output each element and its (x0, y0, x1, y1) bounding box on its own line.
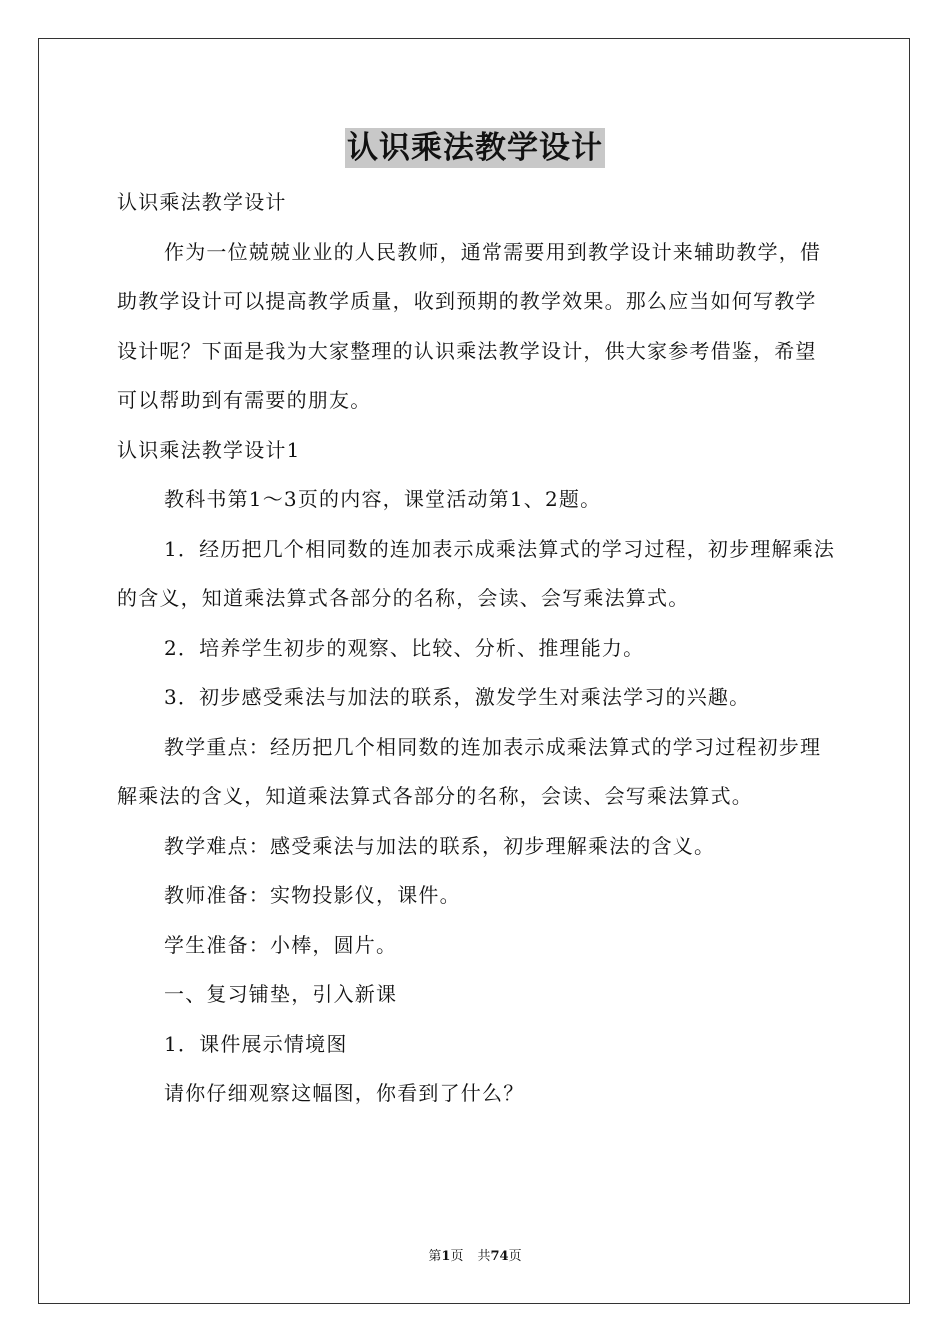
objective-2: 2．培养学生初步的观察、比较、分析、推理能力。 (164, 635, 645, 660)
step-item: 1．课件展示情境图 (164, 1031, 348, 1056)
objective-1: 1．经历把几个相同数的连加表示成乘法算式的学习过程，初步理解乘法的含义，知道乘法算式各部分的名称，会读、会写乘法算式。 (117, 536, 836, 610)
teacher-prep-paragraph: 教师准备：实物投影仪，课件。 (164, 883, 461, 907)
subtitle-line: 认识乘法教学设计 (117, 190, 287, 214)
document-title: 认识乘法教学设计 (347, 130, 603, 166)
footer-page-prefix: 第 (428, 1249, 442, 1264)
question-paragraph: 请你仔细观察这幅图，你看到了什么？ (164, 1081, 525, 1105)
step-heading: 一、复习铺垫，引入新课 (164, 982, 398, 1006)
document-body (117, 178, 837, 1119)
footer-total-suffix: 页 (508, 1249, 522, 1264)
document-title-wrapper (0, 128, 950, 168)
student-prep-paragraph: 学生准备：小棒，圆片。 (164, 932, 398, 957)
footer-page-suffix: 页 (450, 1249, 464, 1264)
objective-3: 3．初步感受乘法与加法的联系，激发学生对乘法学习的兴趣。 (164, 685, 751, 709)
footer-total-prefix: 共 (477, 1249, 491, 1264)
page-footer (0, 1249, 950, 1265)
footer-total-pages: 74 (490, 1249, 509, 1264)
section-heading: 认识乘法教学设计1 (117, 437, 301, 462)
footer-page-number: 1 (441, 1249, 451, 1264)
difficulty-paragraph: 教学难点：感受乘法与加法的联系，初步理解乘法的含义。 (164, 833, 716, 858)
content-paragraph: 教科书第1～3页的内容，课堂活动第1、2题。 (164, 487, 602, 511)
key-point-paragraph: 教学重点：经历把几个相同数的连加表示成乘法算式的学习过程初步理解乘法的含义，知道乘法算式各部分的名称，会读、会写乘法算式。 (117, 734, 822, 808)
intro-paragraph: 作为一位兢兢业业的人民教师，通常需要用到教学设计来辅助教学，借助教学设计可以提高教学质量，收到预期的教学效果。那么应当如何写教学设计呢？下面是我为大家整理的认识乘法教学设计，供大家参考借鉴，希望可以帮助到有需要的朋友。 (117, 239, 822, 412)
